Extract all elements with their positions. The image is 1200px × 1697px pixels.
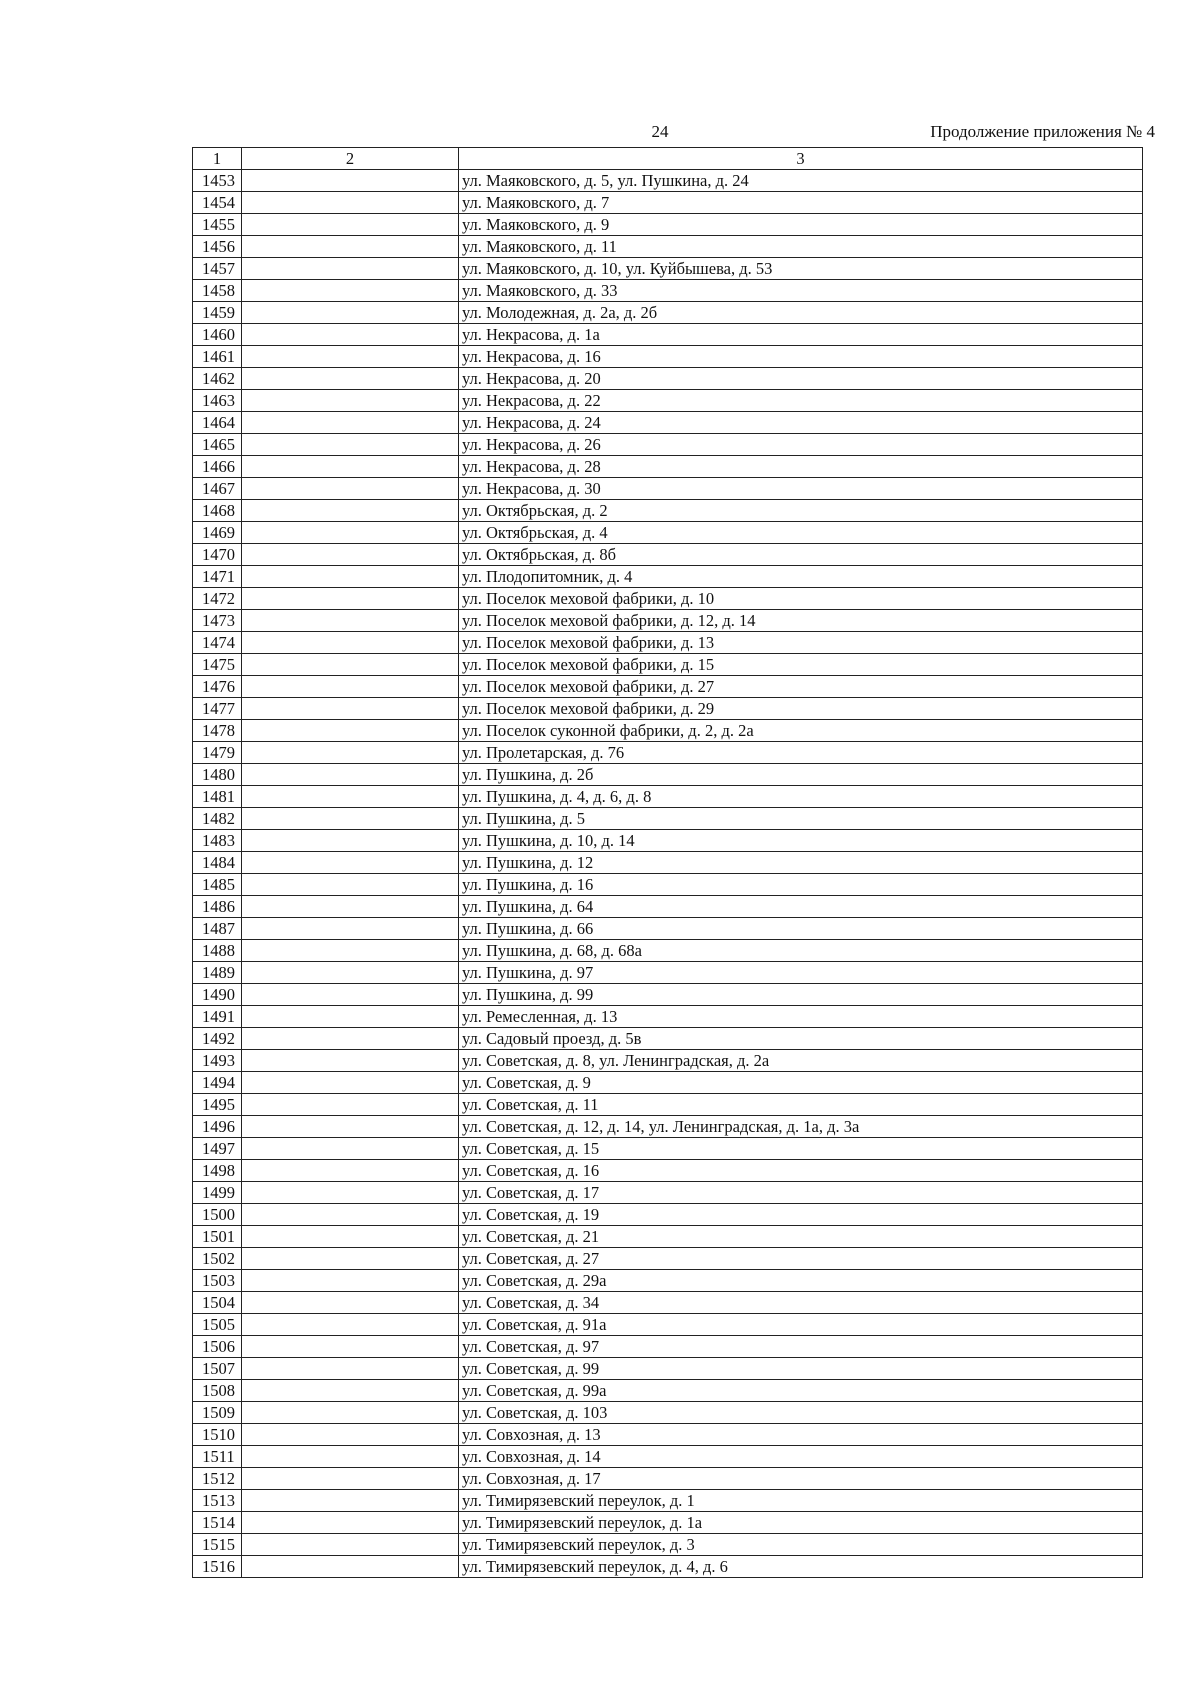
row-number: 1511 xyxy=(193,1446,242,1468)
row-address: ул. Поселок меховой фабрики, д. 12, д. 14 xyxy=(459,610,1143,632)
row-number: 1481 xyxy=(193,786,242,808)
row-address: ул. Советская, д. 16 xyxy=(459,1160,1143,1182)
table-row xyxy=(193,214,1143,236)
row-number: 1470 xyxy=(193,544,242,566)
table-row xyxy=(193,588,1143,610)
row-address: ул. Некрасова, д. 22 xyxy=(459,390,1143,412)
table-row xyxy=(193,896,1143,918)
row-address: ул. Пушкина, д. 66 xyxy=(459,918,1143,940)
row-number: 1461 xyxy=(193,346,242,368)
row-address: ул. Пушкина, д. 68, д. 68а xyxy=(459,940,1143,962)
row-address: ул. Маяковского, д. 10, ул. Куйбышева, д. 53 xyxy=(459,258,1143,280)
row-number: 1488 xyxy=(193,940,242,962)
row-address: ул. Советская, д. 34 xyxy=(459,1292,1143,1314)
row-col2 xyxy=(242,236,459,258)
row-number: 1489 xyxy=(193,962,242,984)
row-number: 1503 xyxy=(193,1270,242,1292)
row-col2 xyxy=(242,544,459,566)
row-col2 xyxy=(242,1116,459,1138)
row-address: ул. Пушкина, д. 10, д. 14 xyxy=(459,830,1143,852)
row-col2 xyxy=(242,742,459,764)
row-address: ул. Поселок меховой фабрики, д. 10 xyxy=(459,588,1143,610)
row-number: 1457 xyxy=(193,258,242,280)
row-number: 1487 xyxy=(193,918,242,940)
row-col2 xyxy=(242,1512,459,1534)
row-address: ул. Поселок меховой фабрики, д. 13 xyxy=(459,632,1143,654)
row-number: 1455 xyxy=(193,214,242,236)
row-number: 1494 xyxy=(193,1072,242,1094)
table-row xyxy=(193,412,1143,434)
row-number: 1490 xyxy=(193,984,242,1006)
table-row xyxy=(193,1072,1143,1094)
row-number: 1513 xyxy=(193,1490,242,1512)
row-address: ул. Советская, д. 17 xyxy=(459,1182,1143,1204)
row-address: ул. Пушкина, д. 2б xyxy=(459,764,1143,786)
row-col2 xyxy=(242,1160,459,1182)
row-col2 xyxy=(242,786,459,808)
row-col2 xyxy=(242,962,459,984)
table-row xyxy=(193,368,1143,390)
row-number: 1479 xyxy=(193,742,242,764)
row-address: ул. Советская, д. 91а xyxy=(459,1314,1143,1336)
table-row xyxy=(193,544,1143,566)
row-number: 1495 xyxy=(193,1094,242,1116)
table-row xyxy=(193,632,1143,654)
row-col2 xyxy=(242,676,459,698)
row-number: 1491 xyxy=(193,1006,242,1028)
table-row xyxy=(193,676,1143,698)
row-address: ул. Советская, д. 103 xyxy=(459,1402,1143,1424)
table-row xyxy=(193,390,1143,412)
table-row xyxy=(193,500,1143,522)
row-col2 xyxy=(242,324,459,346)
table-row xyxy=(193,302,1143,324)
row-address: ул. Тимирязевский переулок, д. 4, д. 6 xyxy=(459,1556,1143,1578)
continuation-note: Продолжение приложения № 4 xyxy=(930,122,1155,141)
table-row xyxy=(193,1116,1143,1138)
row-number: 1501 xyxy=(193,1226,242,1248)
row-col2 xyxy=(242,1138,459,1160)
row-col2 xyxy=(242,654,459,676)
table-row xyxy=(193,1226,1143,1248)
row-col2 xyxy=(242,1050,459,1072)
table-header-row xyxy=(193,148,1143,170)
row-address: ул. Совхозная, д. 17 xyxy=(459,1468,1143,1490)
row-address: ул. Советская, д. 27 xyxy=(459,1248,1143,1270)
table-row xyxy=(193,1248,1143,1270)
row-address: ул. Тимирязевский переулок, д. 1 xyxy=(459,1490,1143,1512)
row-col2 xyxy=(242,1402,459,1424)
row-col2 xyxy=(242,1072,459,1094)
row-address: ул. Советская, д. 8, ул. Ленинградская, д. 2а xyxy=(459,1050,1143,1072)
row-col2 xyxy=(242,390,459,412)
row-address: ул. Советская, д. 19 xyxy=(459,1204,1143,1226)
row-col2 xyxy=(242,170,459,192)
table-row xyxy=(193,236,1143,258)
row-address: ул. Тимирязевский переулок, д. 3 xyxy=(459,1534,1143,1556)
row-number: 1492 xyxy=(193,1028,242,1050)
row-col2 xyxy=(242,874,459,896)
row-number: 1465 xyxy=(193,434,242,456)
table-row xyxy=(193,1446,1143,1468)
row-col2 xyxy=(242,1006,459,1028)
row-address: ул. Тимирязевский переулок, д. 1а xyxy=(459,1512,1143,1534)
row-address: ул. Пушкина, д. 5 xyxy=(459,808,1143,830)
row-address: ул. Садовый проезд, д. 5в xyxy=(459,1028,1143,1050)
row-number: 1516 xyxy=(193,1556,242,1578)
row-col2 xyxy=(242,412,459,434)
row-number: 1460 xyxy=(193,324,242,346)
table-row xyxy=(193,1490,1143,1512)
row-col2 xyxy=(242,1292,459,1314)
row-col2 xyxy=(242,940,459,962)
row-col2 xyxy=(242,1248,459,1270)
table-row xyxy=(193,1512,1143,1534)
table-row xyxy=(193,1204,1143,1226)
row-col2 xyxy=(242,720,459,742)
table-row xyxy=(193,720,1143,742)
row-address: ул. Октябрьская, д. 4 xyxy=(459,522,1143,544)
row-number: 1483 xyxy=(193,830,242,852)
table-row xyxy=(193,1314,1143,1336)
row-address: ул. Некрасова, д. 30 xyxy=(459,478,1143,500)
table-row xyxy=(193,192,1143,214)
row-number: 1464 xyxy=(193,412,242,434)
address-table xyxy=(192,147,1143,1578)
table-row xyxy=(193,1138,1143,1160)
row-number: 1468 xyxy=(193,500,242,522)
table-row xyxy=(193,1468,1143,1490)
row-number: 1496 xyxy=(193,1116,242,1138)
row-col2 xyxy=(242,1204,459,1226)
row-col2 xyxy=(242,1226,459,1248)
row-number: 1484 xyxy=(193,852,242,874)
row-number: 1499 xyxy=(193,1182,242,1204)
row-address: ул. Некрасова, д. 28 xyxy=(459,456,1143,478)
row-address: ул. Ремесленная, д. 13 xyxy=(459,1006,1143,1028)
row-number: 1507 xyxy=(193,1358,242,1380)
row-col2 xyxy=(242,500,459,522)
table-row xyxy=(193,522,1143,544)
row-col2 xyxy=(242,258,459,280)
column-header-1: 1 xyxy=(193,148,242,170)
row-address: ул. Пушкина, д. 4, д. 6, д. 8 xyxy=(459,786,1143,808)
row-col2 xyxy=(242,764,459,786)
row-number: 1467 xyxy=(193,478,242,500)
table-row xyxy=(193,258,1143,280)
row-number: 1458 xyxy=(193,280,242,302)
row-address: ул. Пушкина, д. 97 xyxy=(459,962,1143,984)
table-row xyxy=(193,764,1143,786)
row-number: 1514 xyxy=(193,1512,242,1534)
row-number: 1508 xyxy=(193,1380,242,1402)
row-number: 1478 xyxy=(193,720,242,742)
row-col2 xyxy=(242,1094,459,1116)
row-col2 xyxy=(242,1446,459,1468)
row-col2 xyxy=(242,566,459,588)
row-col2 xyxy=(242,1556,459,1578)
table-row xyxy=(193,830,1143,852)
row-number: 1486 xyxy=(193,896,242,918)
table-row xyxy=(193,1292,1143,1314)
row-number: 1475 xyxy=(193,654,242,676)
row-address: ул. Некрасова, д. 20 xyxy=(459,368,1143,390)
table-row xyxy=(193,874,1143,896)
row-number: 1506 xyxy=(193,1336,242,1358)
row-number: 1462 xyxy=(193,368,242,390)
table-row xyxy=(193,1534,1143,1556)
table-row xyxy=(193,742,1143,764)
row-address: ул. Советская, д. 15 xyxy=(459,1138,1143,1160)
row-number: 1512 xyxy=(193,1468,242,1490)
row-col2 xyxy=(242,808,459,830)
table-row xyxy=(193,1336,1143,1358)
table-body xyxy=(193,170,1143,1578)
table-row xyxy=(193,1424,1143,1446)
row-address: ул. Советская, д. 9 xyxy=(459,1072,1143,1094)
row-number: 1480 xyxy=(193,764,242,786)
row-col2 xyxy=(242,830,459,852)
table-row xyxy=(193,478,1143,500)
row-address: ул. Поселок меховой фабрики, д. 29 xyxy=(459,698,1143,720)
table-row xyxy=(193,1358,1143,1380)
table-row xyxy=(193,1006,1143,1028)
row-number: 1463 xyxy=(193,390,242,412)
row-col2 xyxy=(242,192,459,214)
row-col2 xyxy=(242,1468,459,1490)
row-address: ул. Советская, д. 99 xyxy=(459,1358,1143,1380)
row-col2 xyxy=(242,918,459,940)
table-row xyxy=(193,786,1143,808)
row-col2 xyxy=(242,522,459,544)
table-row xyxy=(193,918,1143,940)
row-number: 1466 xyxy=(193,456,242,478)
row-col2 xyxy=(242,478,459,500)
row-address: ул. Октябрьская, д. 2 xyxy=(459,500,1143,522)
row-address: ул. Пушкина, д. 12 xyxy=(459,852,1143,874)
row-col2 xyxy=(242,852,459,874)
table-row xyxy=(193,1270,1143,1292)
row-number: 1497 xyxy=(193,1138,242,1160)
table-row xyxy=(193,456,1143,478)
row-number: 1509 xyxy=(193,1402,242,1424)
row-col2 xyxy=(242,588,459,610)
row-number: 1473 xyxy=(193,610,242,632)
row-col2 xyxy=(242,214,459,236)
column-header-3: 3 xyxy=(459,148,1143,170)
row-address: ул. Совхозная, д. 14 xyxy=(459,1446,1143,1468)
column-header-2: 2 xyxy=(242,148,459,170)
row-col2 xyxy=(242,1534,459,1556)
row-col2 xyxy=(242,1424,459,1446)
table-row xyxy=(193,940,1143,962)
row-number: 1500 xyxy=(193,1204,242,1226)
row-col2 xyxy=(242,1490,459,1512)
row-number: 1454 xyxy=(193,192,242,214)
row-number: 1456 xyxy=(193,236,242,258)
table-row xyxy=(193,434,1143,456)
row-address: ул. Некрасова, д. 26 xyxy=(459,434,1143,456)
row-address: ул. Маяковского, д. 11 xyxy=(459,236,1143,258)
table-row xyxy=(193,280,1143,302)
row-address: ул. Пушкина, д. 64 xyxy=(459,896,1143,918)
row-address: ул. Молодежная, д. 2а, д. 2б xyxy=(459,302,1143,324)
row-number: 1453 xyxy=(193,170,242,192)
row-address: ул. Пролетарская, д. 76 xyxy=(459,742,1143,764)
row-address: ул. Пушкина, д. 16 xyxy=(459,874,1143,896)
row-col2 xyxy=(242,698,459,720)
row-number: 1477 xyxy=(193,698,242,720)
row-address: ул. Советская, д. 11 xyxy=(459,1094,1143,1116)
row-col2 xyxy=(242,1314,459,1336)
row-address: ул. Совхозная, д. 13 xyxy=(459,1424,1143,1446)
row-col2 xyxy=(242,434,459,456)
row-number: 1493 xyxy=(193,1050,242,1072)
table-row xyxy=(193,566,1143,588)
row-address: ул. Маяковского, д. 9 xyxy=(459,214,1143,236)
row-number: 1459 xyxy=(193,302,242,324)
table-row xyxy=(193,852,1143,874)
row-address: ул. Маяковского, д. 7 xyxy=(459,192,1143,214)
row-address: ул. Советская, д. 99а xyxy=(459,1380,1143,1402)
table-row xyxy=(193,170,1143,192)
row-address: ул. Поселок суконной фабрики, д. 2, д. 2а xyxy=(459,720,1143,742)
row-address: ул. Поселок меховой фабрики, д. 15 xyxy=(459,654,1143,676)
row-number: 1485 xyxy=(193,874,242,896)
row-number: 1474 xyxy=(193,632,242,654)
row-col2 xyxy=(242,368,459,390)
row-col2 xyxy=(242,456,459,478)
table-row xyxy=(193,1380,1143,1402)
row-number: 1504 xyxy=(193,1292,242,1314)
row-col2 xyxy=(242,1028,459,1050)
row-col2 xyxy=(242,984,459,1006)
row-number: 1482 xyxy=(193,808,242,830)
row-number: 1471 xyxy=(193,566,242,588)
table-row xyxy=(193,1028,1143,1050)
row-col2 xyxy=(242,346,459,368)
row-address: ул. Октябрьская, д. 8б xyxy=(459,544,1143,566)
row-col2 xyxy=(242,1358,459,1380)
table-row xyxy=(193,1094,1143,1116)
table-row xyxy=(193,1182,1143,1204)
table-row xyxy=(193,984,1143,1006)
row-address: ул. Некрасова, д. 1а xyxy=(459,324,1143,346)
row-number: 1469 xyxy=(193,522,242,544)
table-row xyxy=(193,698,1143,720)
row-col2 xyxy=(242,1380,459,1402)
row-address: ул. Маяковского, д. 5, ул. Пушкина, д. 24 xyxy=(459,170,1143,192)
row-col2 xyxy=(242,610,459,632)
table-row xyxy=(193,962,1143,984)
row-number: 1515 xyxy=(193,1534,242,1556)
row-number: 1472 xyxy=(193,588,242,610)
row-number: 1510 xyxy=(193,1424,242,1446)
row-col2 xyxy=(242,1270,459,1292)
row-address: ул. Советская, д. 29а xyxy=(459,1270,1143,1292)
table-row xyxy=(193,1050,1143,1072)
row-address: ул. Поселок меховой фабрики, д. 27 xyxy=(459,676,1143,698)
row-number: 1505 xyxy=(193,1314,242,1336)
row-address: ул. Маяковского, д. 33 xyxy=(459,280,1143,302)
row-col2 xyxy=(242,896,459,918)
row-number: 1498 xyxy=(193,1160,242,1182)
row-col2 xyxy=(242,280,459,302)
row-col2 xyxy=(242,1336,459,1358)
table-row xyxy=(193,610,1143,632)
row-address: ул. Плодопитомник, д. 4 xyxy=(459,566,1143,588)
table-row xyxy=(193,654,1143,676)
row-address: ул. Советская, д. 21 xyxy=(459,1226,1143,1248)
row-address: ул. Советская, д. 97 xyxy=(459,1336,1143,1358)
table-row xyxy=(193,324,1143,346)
table-row xyxy=(193,1556,1143,1578)
row-col2 xyxy=(242,302,459,324)
row-address: ул. Некрасова, д. 16 xyxy=(459,346,1143,368)
row-address: ул. Пушкина, д. 99 xyxy=(459,984,1143,1006)
table-row xyxy=(193,1402,1143,1424)
row-number: 1476 xyxy=(193,676,242,698)
row-address: ул. Советская, д. 12, д. 14, ул. Ленинградская, д. 1а, д. 3а xyxy=(459,1116,1143,1138)
row-col2 xyxy=(242,1182,459,1204)
page-number: 24 xyxy=(651,122,669,141)
table-row xyxy=(193,346,1143,368)
row-number: 1502 xyxy=(193,1248,242,1270)
table-row xyxy=(193,808,1143,830)
table-row xyxy=(193,1160,1143,1182)
row-address: ул. Некрасова, д. 24 xyxy=(459,412,1143,434)
row-col2 xyxy=(242,632,459,654)
